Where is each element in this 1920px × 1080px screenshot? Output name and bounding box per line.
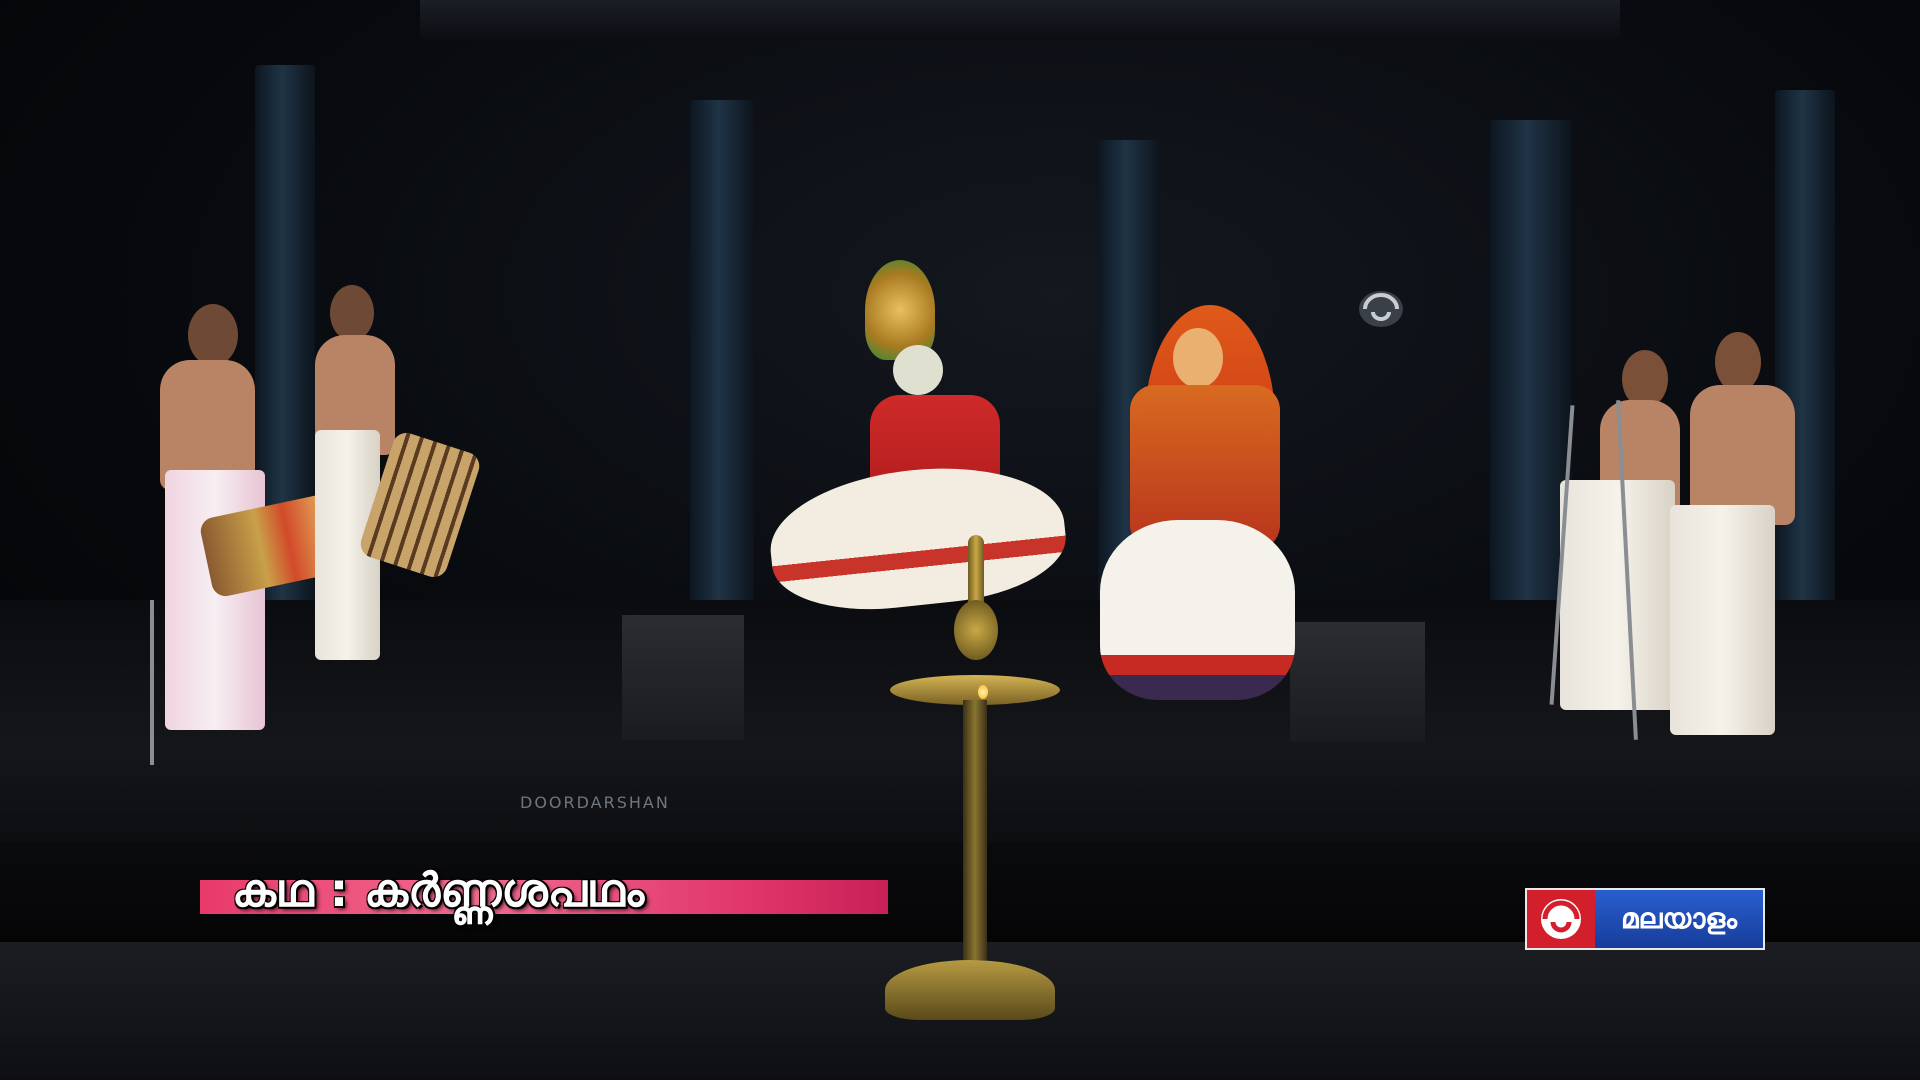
doordarshan-emblem-icon — [1355, 288, 1407, 330]
stage-block — [622, 615, 744, 740]
pillar — [690, 100, 754, 620]
doordarshan-logo-icon — [1527, 890, 1595, 948]
channel-name: മലയാളം — [1595, 890, 1763, 948]
mic-stand — [150, 600, 154, 765]
stage-block — [1290, 622, 1425, 742]
dd-malayalam-logo — [1525, 888, 1765, 950]
doordarshan-watermark: DOORDARSHAN — [520, 793, 670, 812]
stage-ceiling — [420, 0, 1620, 40]
story-title: കഥ : കർണ്ണശപഥം — [232, 863, 645, 917]
